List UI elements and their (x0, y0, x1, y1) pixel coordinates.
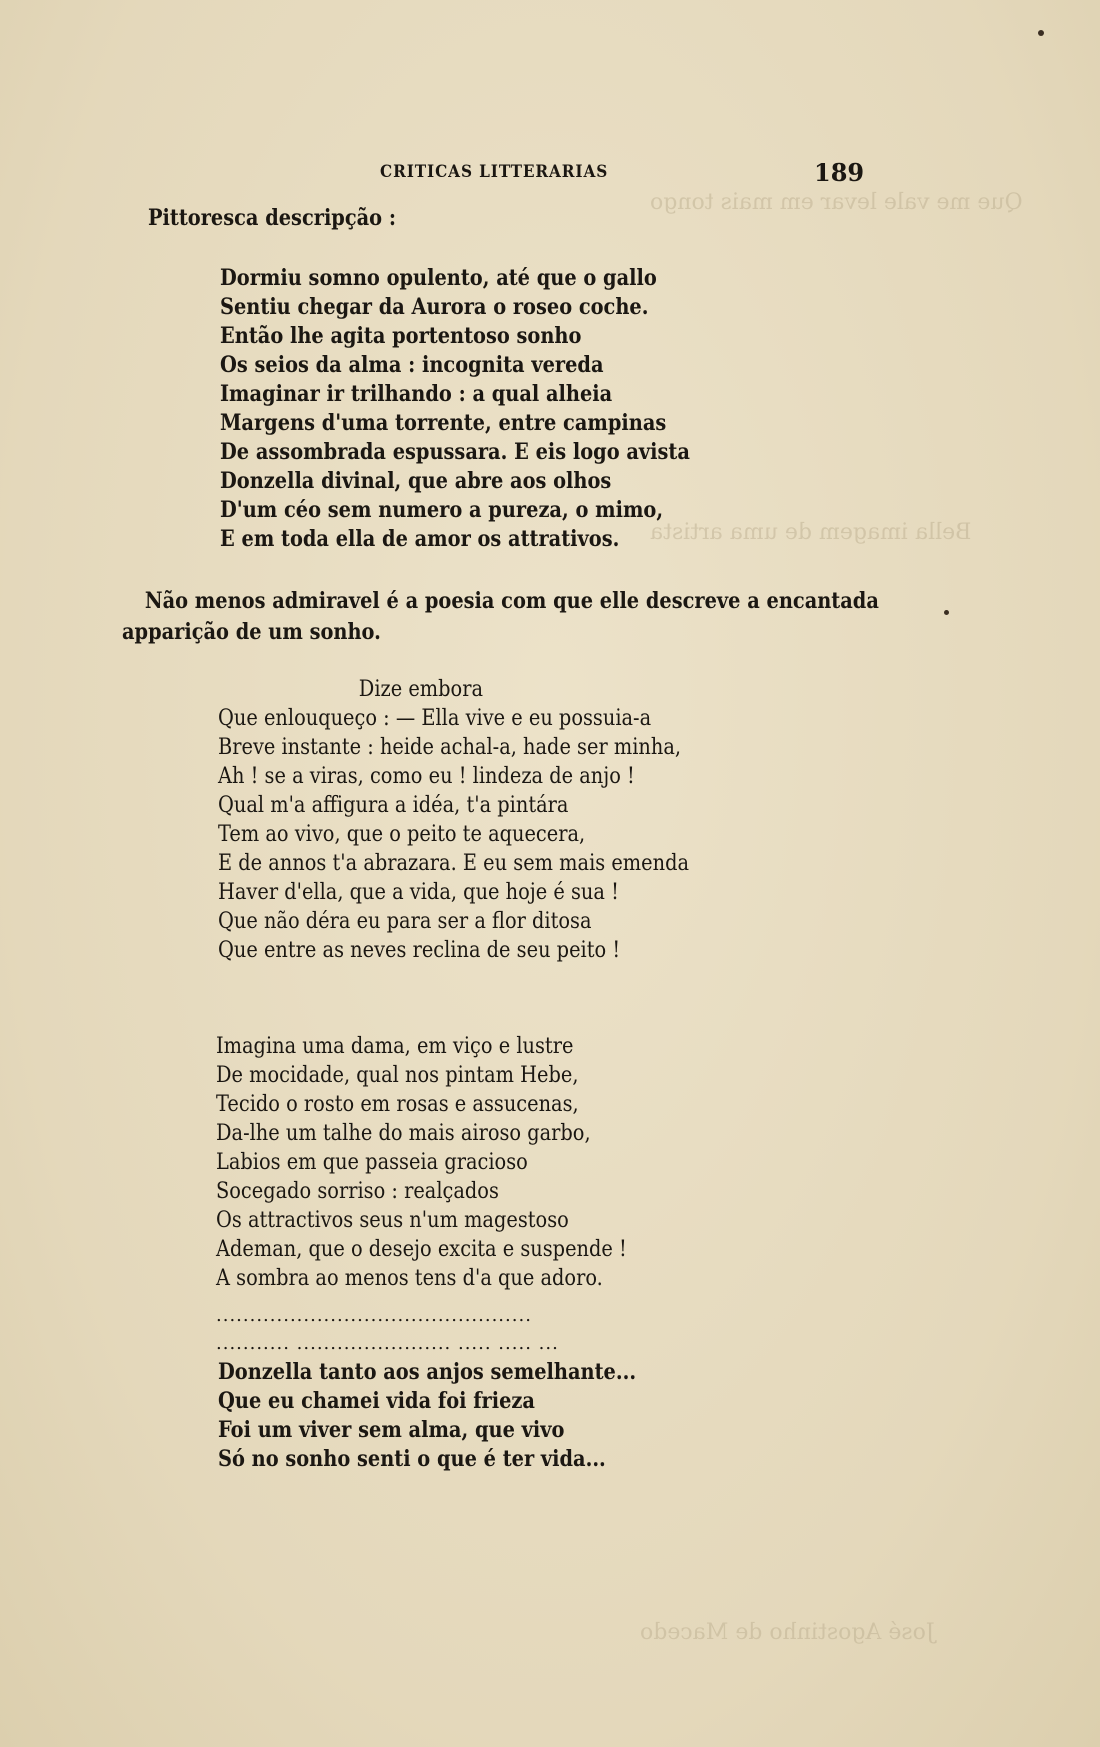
verse-line: De assombrada espussara. E eis logo avista (220, 439, 690, 465)
paragraph-line: apparição de um sonho. (122, 619, 381, 645)
verse-line: Os seios da alma : incognita vereda (220, 352, 604, 378)
verse-line: Que eu chamei vida foi frieza (218, 1388, 535, 1414)
verse-line: E em toda ella de amor os attrativos. (220, 526, 620, 552)
ellipsis-row: ........... ....................... ..... ..... ... (216, 1333, 559, 1354)
verse-line: Foi um viver sem alma, que vivo (218, 1417, 565, 1443)
verse-line: Ah ! se a viras, como eu ! lindeza de anjo ! (218, 764, 635, 789)
bleed-through-text: Que me vale levar em mais tongo (650, 190, 1023, 215)
verse-line: Só no sonho senti o que é ter vida... (218, 1446, 606, 1472)
bleed-through-text: José Agostinho de Macedo (640, 1620, 935, 1645)
verse-stanza-4 (218, 1358, 693, 1474)
verse-line: Donzella tanto aos anjos semelhante... (218, 1359, 637, 1385)
verse-line: D'um céo sem numero a pureza, o mimo, (220, 497, 664, 523)
verse-line: Haver d'ella, que a vida, que hoje é sua ! (218, 880, 619, 905)
verse-line: E de annos t'a abrazara. E eu sem mais emenda (218, 851, 690, 876)
verse-line: Da-lhe um talhe do mais airoso garbo, (216, 1121, 591, 1146)
verse-stanza-1 (220, 264, 754, 554)
bleed-through-text: Bella imagem de uma artista (650, 520, 972, 545)
verse-line: Sentiu chegar da Aurora o roseo coche. (220, 294, 649, 320)
verse-line: Margens d'uma torrente, entre campinas (220, 410, 667, 436)
verse-line: Qual m'a affigura a idéa, t'a pintára (218, 793, 569, 818)
verse-line: Tecido o rosto em rosas e assucenas, (216, 1092, 579, 1117)
ink-speck (1038, 30, 1044, 36)
verse-line: A sombra ao menos tens d'a que adoro. (216, 1266, 603, 1291)
verse-line: Donzella divinal, que abre aos olhos (220, 468, 612, 494)
verse-stanza-2 (218, 675, 753, 965)
intro-line: Pittoresca descripção : (148, 205, 396, 231)
paragraph-line: Não menos admiravel é a poesia com que elle descreve a encantada (144, 588, 879, 614)
verse-line: Que entre as neves reclina de seu peito ! (218, 938, 621, 963)
verse-stanza-3 (216, 1032, 683, 1293)
verse-line: Dormiu somno opulento, até que o gallo (220, 265, 657, 291)
verse-line: Dize embora (358, 677, 483, 702)
ellipsis-row: ............................................... (216, 1305, 532, 1326)
verse-line: Ademan, que o desejo excita e suspende ! (216, 1237, 627, 1262)
verse-line: De mocidade, qual nos pintam Hebe, (216, 1063, 579, 1088)
verse-line: Tem ao vivo, que o peito te aquecera, (218, 822, 586, 847)
verse-line: Então lhe agita portentoso sonho (220, 323, 582, 349)
verse-line: Que enlouqueço : — Ella vive e eu possuia-a (218, 706, 652, 731)
page-number: 189 (814, 158, 865, 187)
prose-paragraph (122, 586, 1002, 648)
verse-line: Imaginar ir trilhando : a qual alheia (220, 381, 613, 407)
verse-line: Que não déra eu para ser a flor ditosa (218, 909, 592, 934)
verse-line: Labios em que passeia gracioso (216, 1150, 528, 1175)
verse-line: Imagina uma dama, em viço e lustre (216, 1034, 574, 1059)
verse-line: Os attractivos seus n'um magestoso (216, 1208, 569, 1233)
verse-line: Socegado sorriso : realçados (216, 1179, 499, 1204)
running-title: CRITICAS LITTERARIAS (380, 162, 609, 182)
verse-line: Breve instante : heide achal-a, hade ser minha, (218, 735, 682, 760)
